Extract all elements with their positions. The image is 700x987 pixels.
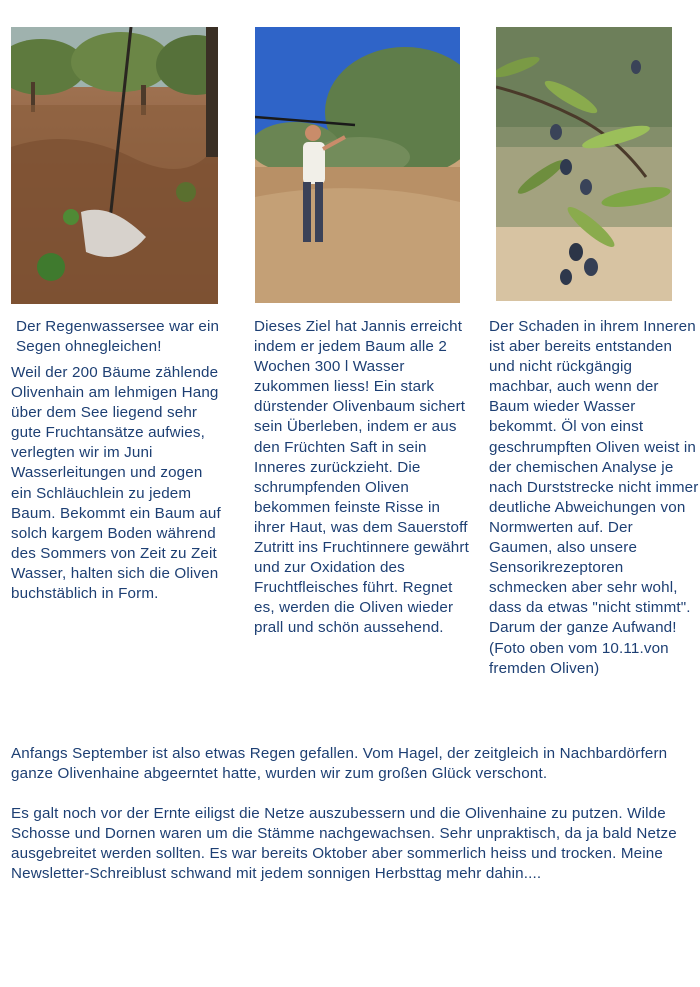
man-with-hose-photo	[255, 27, 460, 303]
column-2-body: Dieses Ziel hat Jannis erreicht indem er jedem Baum alle 2 Wochen 300 l Wasser zukommen liess! Ein stark dürstender Olivenbaum sichert sein Überleben, indem er aus den Früchten Saft in sein Inneres zurückzieht. Die schrumpfenden Oliven bekommen feinste Risse in ihrer Haut, was dem Sauerstoff Zutritt ins Fruchtinnere gewährt und zur Oxidation des Fruchtfleisches führt. Regnet es, werden die Oliven wieder prall und schön aussehend.	[254, 318, 469, 637]
bottom-paragraph-2: Es galt noch vor der Ernte eiligst die Netze auszubessern und die Olivenhaine zu putzen. Wilde Schosse und Dornen waren um die Stämme nachgewachsen. Sehr unpraktisch, da ja bald Netze ausgebreitet werden sollten. Es war bereits Oktober aber sommerlich heiss und trocken. Meine Newsletter-Schreiblust schwand mit jedem sonnigen Herbsttag mehr dahin....	[11, 805, 677, 883]
bottom-paragraph-1: Anfangs September ist also etwas Regen gefallen. Vom Hagel, der zeitgleich in Nachbardörfern ganze Olivenhaine abgeerntet hatte, wurden wir zum großen Glück verschont.	[11, 745, 668, 783]
olive-grove-irrigation-photo	[11, 27, 218, 304]
column-1-caption: Der Regenwassersee war ein Segen ohnegleichen!	[16, 318, 220, 356]
column-3-body: Der Schaden in ihrem Inneren ist aber bereits entstanden und nicht rückgängig machbar, auch wenn der Baum wieder Wasser bekommt. Öl von einst geschrumpften Oliven weist in der chemischen Analyse je nach Durststrecke nicht immer deutliche Abweichungen von Normwerten auf. Der Gaumen, also unsere Sensorikrezeptoren schmecken aber sehr wohl, dass da etwas "nicht stimmt". Darum der ganze Aufwand! (Foto oben vom 10.11.von fremden Oliven)	[489, 318, 699, 677]
olive-branch-photo	[496, 27, 672, 301]
column-1-body: Weil der 200 Bäume zählende Olivenhain am lehmigen Hang über dem See liegend sehr gute Fruchtansätze aufwies, verlegten wir im Juni Wasserleitungen und zogen ein Schläuchlein zu jedem Baum. Bekommt ein Baum auf solch kargem Boden während des Sommers von Zeit zu Zeit Wasser, halten sich die Oliven buchstäblich in Form.	[11, 364, 221, 603]
